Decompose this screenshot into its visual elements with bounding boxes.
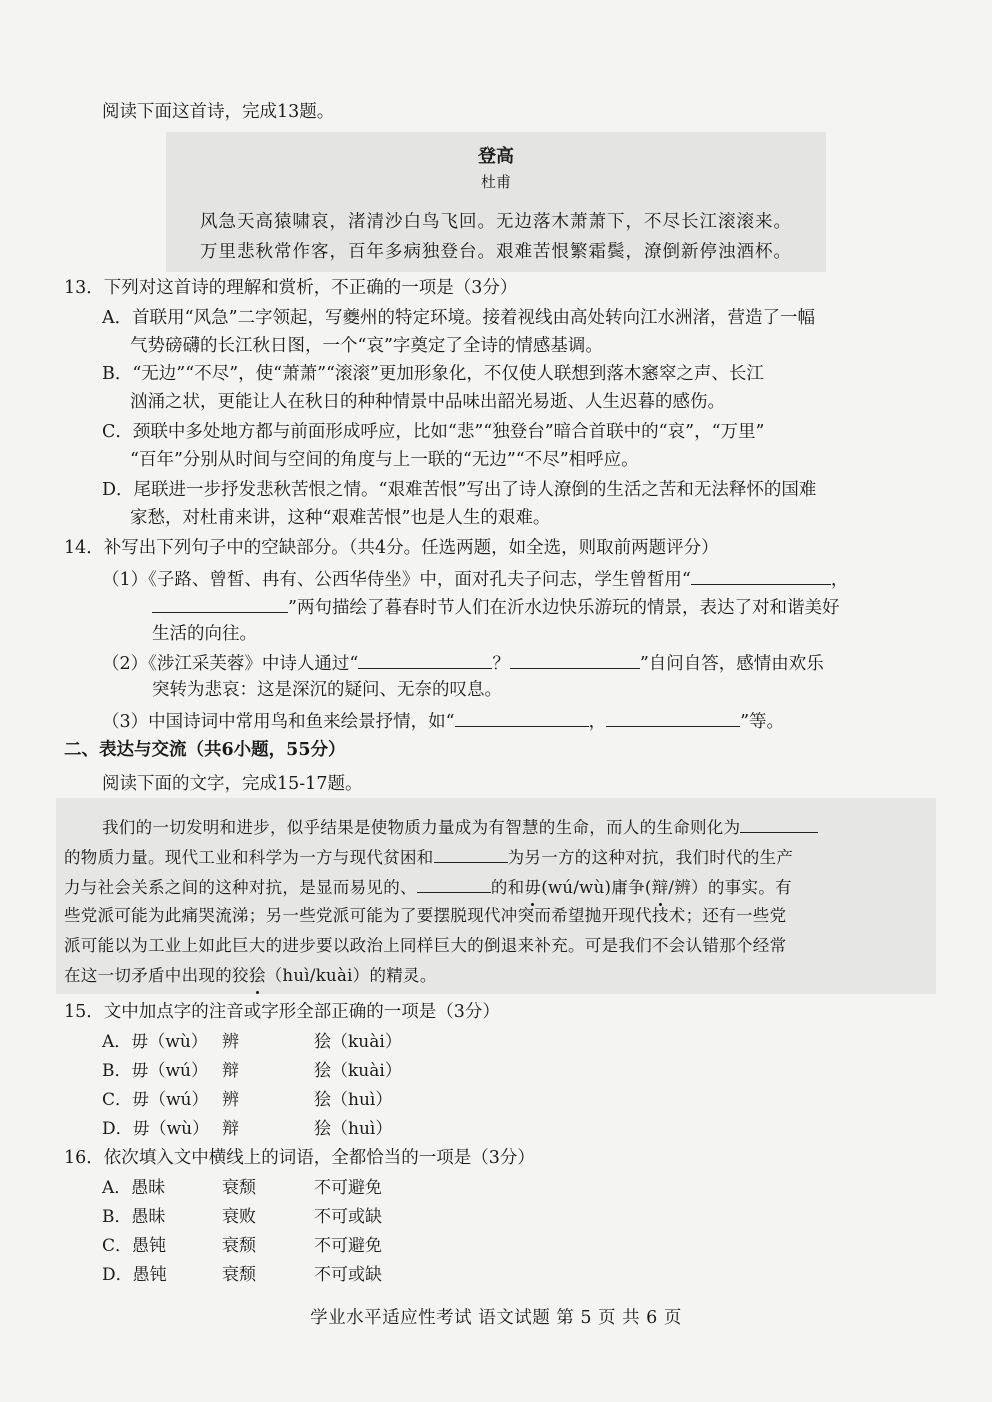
q14-item-1-line2 — [152, 594, 839, 620]
q14-item-3-text: （3）中国诗词中常用鸟和鱼来绘景抒情，如“ — [102, 712, 455, 732]
answer-blank[interactable] — [417, 874, 491, 893]
passage-text: 我们的一切发明和进步，似乎结果是使物质力量成为有智慧的生命，而人的生命则化为 — [102, 818, 741, 837]
q14-item-3-line1 — [102, 708, 784, 734]
q13-option-d-line2: 家愁，对杜甫来讲，这种“艰难苦恨”也是人生的艰难。 — [130, 508, 551, 528]
passage-line-5: 派可能以为工业上如此巨大的进步要以政治上同样巨大的倒退来补充。可是我们不会认错那个经常 — [64, 936, 787, 955]
q16-option-b-part-1: B．愚昧 — [102, 1207, 166, 1227]
answer-blank[interactable] — [740, 814, 818, 833]
answer-blank[interactable] — [510, 650, 640, 669]
question-15-stem: 15．文中加点字的注音或字形全部正确的一项是（3分） — [64, 1002, 500, 1022]
q13-option-a-line2: 气势磅礴的长江秋日图，一个“哀”字奠定了全诗的情感基调。 — [130, 336, 603, 356]
q13-option-c-line2: “百年”分别从时间与空间的角度与上一联的“无边”“不尽”相呼应。 — [130, 450, 639, 470]
passage-text: (wú/wù)庸争( — [541, 878, 652, 897]
q13-option-c-line1: C．颈联中多处地方都与前面形成呼应，比如“悲”“独登台”暗合首联中的“哀”，“万里” — [102, 422, 765, 442]
question-16-stem: 16．依次填入文中横线上的词语，全都恰当的一项是（3分） — [64, 1148, 535, 1168]
q14-item-1-text2: ”两句描绘了暮春时节人们在沂水边快乐游玩的情景，表达了对和谐美好 — [288, 598, 840, 618]
poem-title: 登高 — [478, 146, 514, 167]
q13-option-a-line1: A．首联用“风急”二字领起，写夔州的特定环境。接着视线由高处转向江水洲渚，营造了一幅 — [102, 308, 816, 328]
question-14-stem: 14．补写出下列句子中的空缺部分。（共4分。任选两题，如全选，则取前两题评分） — [64, 538, 719, 558]
q14-item-2-qmark: ？ — [492, 654, 510, 674]
passage-line-4: 些党派可能为此痛哭流涕；另一些党派可能为了要摆脱现代冲突而希望抛开现代技术；还有一些党 — [64, 906, 787, 925]
passage-text: 为另一方的这种对抗，我们时代的生产 — [507, 848, 794, 867]
q15-option-b-part-2: 辩 — [222, 1061, 239, 1081]
q15-option-d-part-2: 辩 — [222, 1119, 239, 1139]
q16-option-a-part-3: 不可避免 — [314, 1178, 382, 1198]
answer-blank[interactable] — [358, 650, 492, 669]
q15-option-c-part-3: 狯（huì） — [314, 1090, 393, 1110]
q15-option-a-part-2: 辨 — [222, 1032, 239, 1052]
passage-text: 在这一切矛盾中出现的狡 — [64, 966, 249, 985]
q14-item-2-text2: ”自问自答，感情由欢乐 — [639, 654, 824, 674]
answer-blank[interactable] — [455, 708, 589, 727]
dotted-char: 狯 — [249, 964, 266, 988]
dotted-char: 辩 — [652, 876, 669, 900]
answer-blank[interactable] — [691, 566, 831, 585]
q14-item-3-comma: ， — [588, 712, 607, 732]
q14-item-1-text: （1）《子路、曾皙、冉有、公西华侍坐》中，面对孔夫子问志，学生曾皙用“ — [102, 570, 691, 590]
q15-option-b-part-3: 狯（kuài） — [314, 1061, 402, 1081]
q16-option-d-part-2: 衰颓 — [222, 1265, 256, 1285]
q14-item-2-text: （2）《涉江采芙蓉》中诗人通过“ — [102, 654, 359, 674]
section-2-heading: 二、表达与交流（共6小题，55分） — [64, 740, 346, 760]
q16-option-c-part-1: C．愚钝 — [102, 1236, 167, 1256]
q16-option-c-part-3: 不可避免 — [314, 1236, 382, 1256]
q14-item-2-line2: 突转为悲哀：这是深沉的疑问、无奈的叹息。 — [152, 680, 502, 700]
passage-instruction: 阅读下面的文字，完成15-17题。 — [102, 774, 363, 794]
q16-option-d-part-3: 不可或缺 — [314, 1265, 382, 1285]
poem-instruction: 阅读下面这首诗，完成13题。 — [102, 102, 335, 122]
q14-item-3-text2: ”等。 — [740, 712, 785, 732]
passage-text: 的物质力量。现代工业和科学为一方与现代贫困和 — [64, 848, 434, 867]
q13-option-d-line1: D．尾联进一步抒发悲秋苦恨之情。“艰难苦恨”写出了诗人潦倒的生活之苦和无法释怀的国难 — [102, 480, 817, 500]
passage-text: 的和 — [490, 878, 525, 897]
poem-line-1: 风急天高猿啸哀，渚清沙白鸟飞回。无边落木萧萧下，不尽长江滚滚来。 — [200, 212, 792, 232]
q14-item-1-line1 — [102, 566, 848, 592]
passage-text: /辨）的事实。有 — [668, 878, 792, 897]
answer-blank[interactable] — [606, 708, 740, 727]
q15-option-c-part-2: 辨 — [222, 1090, 239, 1110]
answer-blank[interactable] — [152, 594, 288, 613]
q14-item-1-comma: ， — [830, 570, 849, 590]
q15-option-b-part-1: B．毋（wú） — [102, 1061, 208, 1081]
q15-option-a-part-3: 狯（kuài） — [314, 1032, 402, 1052]
q14-item-2-line1 — [102, 650, 824, 676]
q15-option-c-part-1: C．毋（wú） — [102, 1090, 209, 1110]
poem-line-2: 万里悲秋常作客，百年多病独登台。艰难苦恨繁霜鬓，潦倒新停浊酒杯。 — [200, 242, 792, 262]
q16-option-b-part-3: 不可或缺 — [314, 1207, 382, 1227]
q16-option-b-part-2: 衰败 — [222, 1207, 256, 1227]
q16-option-a-part-1: A．愚昧 — [102, 1178, 166, 1198]
q16-option-c-part-2: 衰颓 — [222, 1236, 256, 1256]
passage-text: （huì/kuài）的精灵。 — [265, 966, 437, 985]
q13-option-b-line1: B．“无边”“不尽”，使“萧萧”“滚滚”更加形象化，不仅使人联想到落木窸窣之声、长江 — [102, 364, 764, 384]
q15-option-d-part-3: 狯（huì） — [314, 1119, 393, 1139]
dotted-char: 毋 — [524, 876, 541, 900]
passage-line-3 — [64, 874, 792, 900]
poem-author: 杜甫 — [480, 173, 511, 191]
q16-option-d-part-1: D．愚钝 — [102, 1265, 167, 1285]
passage-line-2 — [64, 844, 793, 870]
q15-option-d-part-1: D．毋（wù） — [102, 1119, 210, 1139]
passage-text: 力与社会关系之间的这种对抗，是显而易见的、 — [64, 878, 417, 897]
page-footer: 学业水平适应性考试 语文试题 第 5 页 共 6 页 — [310, 1308, 682, 1328]
q14-item-1-line3: 生活的向往。 — [152, 624, 257, 644]
passage-line-1 — [102, 814, 818, 840]
q13-option-b-line2: 汹涌之状，更能让人在秋日的种种情景中品味出韶光易逝、人生迟暮的感伤。 — [130, 392, 725, 412]
q15-option-a-part-1: A．毋（wù） — [102, 1032, 208, 1052]
q16-option-a-part-2: 衰颓 — [222, 1178, 256, 1198]
answer-blank[interactable] — [434, 844, 508, 863]
passage-line-6 — [64, 964, 437, 988]
question-13-stem: 13．下列对这首诗的理解和赏析，不正确的一项是（3分） — [64, 278, 518, 298]
